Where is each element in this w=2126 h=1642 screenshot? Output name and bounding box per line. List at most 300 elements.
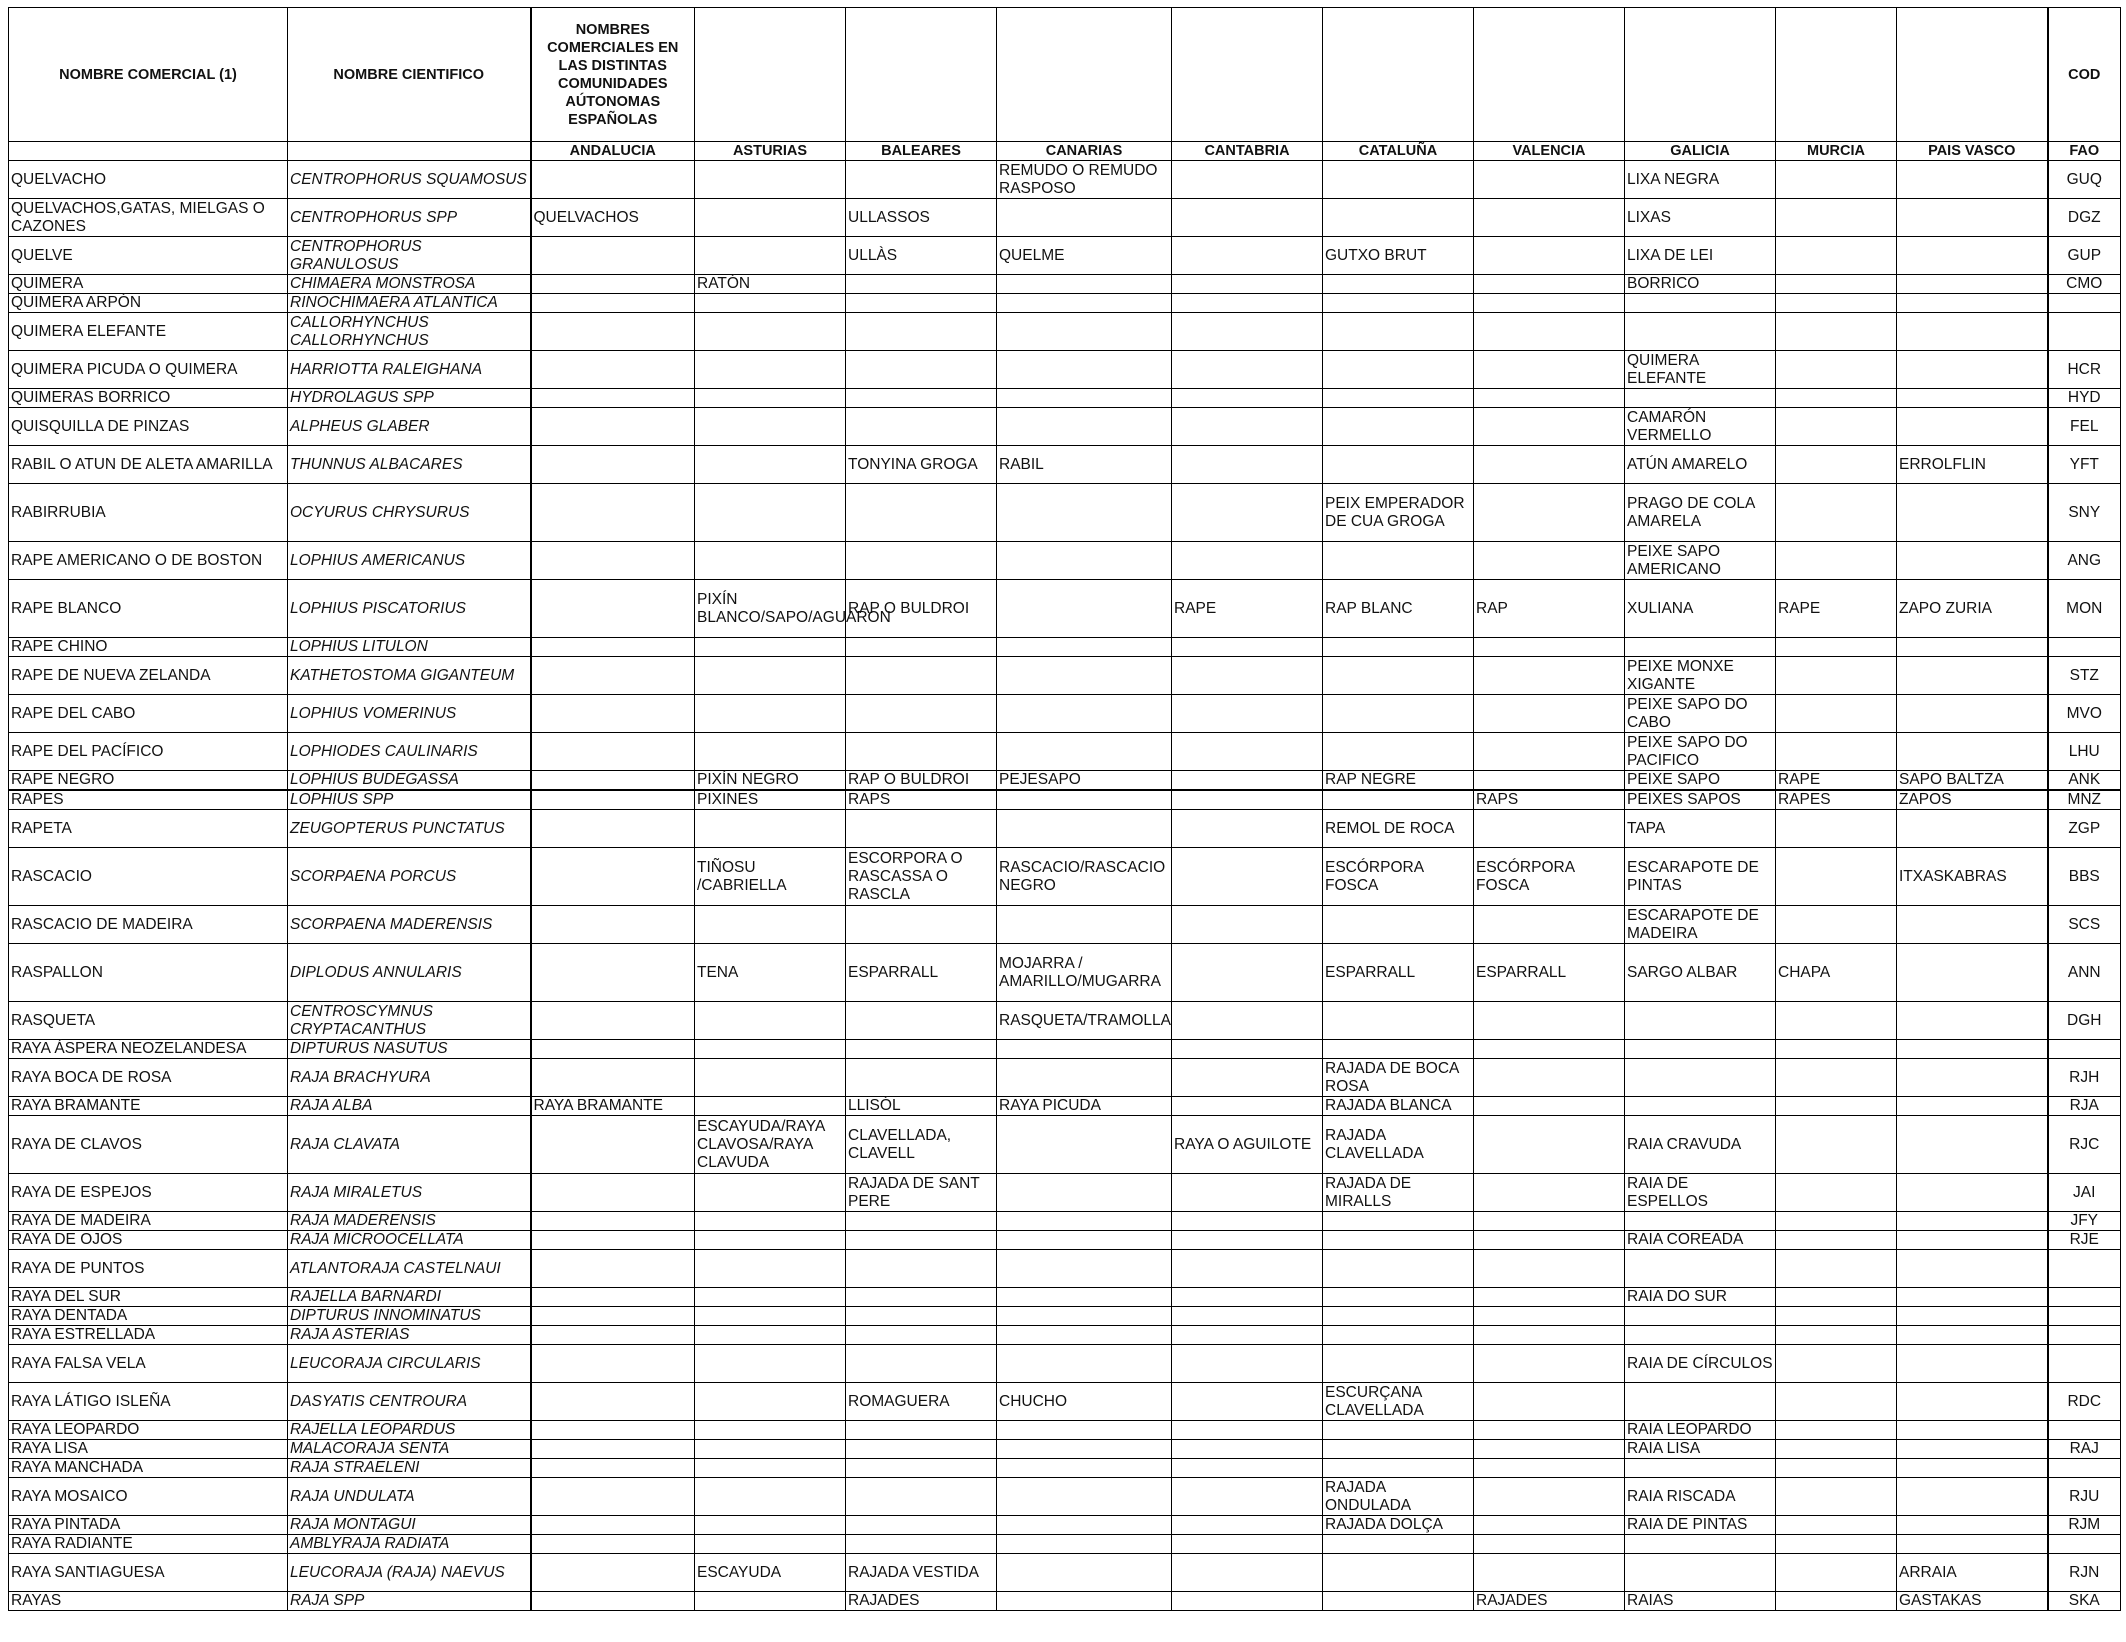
- table-row: [9, 1440, 2121, 1459]
- cell-murcia: [1776, 484, 1897, 542]
- header-region-cataluna: CATALUÑA: [1323, 142, 1474, 161]
- cell-cantabria: [1172, 810, 1323, 848]
- cell-cantabria: [1172, 1383, 1323, 1421]
- cell-andalucia: [531, 790, 695, 810]
- cell-galicia: CAMARÓN VERMELLO: [1625, 408, 1776, 446]
- cell-valencia: RAP: [1474, 580, 1625, 638]
- table-row: [9, 161, 2121, 199]
- cell-galicia: RAIA RISCADA: [1625, 1478, 1776, 1516]
- cell-cataluna: [1323, 1250, 1474, 1288]
- cell-nombre-cientifico: AMBLYRAJA RADIATA: [288, 1535, 531, 1554]
- cell-valencia: [1474, 771, 1625, 791]
- cell-nombre-cientifico: ALPHEUS GLABER: [288, 408, 531, 446]
- cell-cantabria: [1172, 1345, 1323, 1383]
- cell-galicia: PEIXE SAPO DO PACIFICO: [1625, 733, 1776, 771]
- header-row-main: [9, 8, 2121, 142]
- cell-baleares: ULLASSOS: [846, 199, 997, 237]
- cell-murcia: [1776, 1307, 1897, 1326]
- cell-cataluna: [1323, 408, 1474, 446]
- cell-valencia: [1474, 657, 1625, 695]
- cell-pais-vasco: [1897, 733, 2048, 771]
- cell-canarias: [997, 484, 1172, 542]
- cell-baleares: [846, 1326, 997, 1345]
- cell-andalucia: [531, 1307, 695, 1326]
- cell-nombre-cientifico: RAJA ALBA: [288, 1097, 531, 1116]
- cell-cantabria: [1172, 733, 1323, 771]
- cell-pais-vasco: SAPO BALTZA: [1897, 771, 2048, 791]
- cell-murcia: [1776, 906, 1897, 944]
- cell-canarias: [997, 1516, 1172, 1535]
- cell-pais-vasco: [1897, 638, 2048, 657]
- cell-valencia: [1474, 389, 1625, 408]
- cell-nombre-comercial: RAYA ÁSPERA NEOZELANDESA: [9, 1040, 288, 1059]
- cell-fao-code: RJN: [2048, 1554, 2121, 1592]
- table-row: [9, 1459, 2121, 1478]
- cell-valencia: [1474, 1116, 1625, 1174]
- cell-cataluna: RAJADA CLAVELLADA: [1323, 1116, 1474, 1174]
- cell-murcia: RAPES: [1776, 790, 1897, 810]
- cell-baleares: [846, 1250, 997, 1288]
- cell-fao-code: RJU: [2048, 1478, 2121, 1516]
- cell-andalucia: [531, 1345, 695, 1383]
- table-row: [9, 1059, 2121, 1097]
- cell-canarias: [997, 790, 1172, 810]
- cell-nombre-comercial: RAYA LEOPARDO: [9, 1421, 288, 1440]
- cell-nombre-comercial: RAPE DEL CABO: [9, 695, 288, 733]
- cell-canarias: [997, 275, 1172, 294]
- cell-baleares: [846, 657, 997, 695]
- table-row: [9, 1116, 2121, 1174]
- cell-fao-code: [2048, 638, 2121, 657]
- cell-fao-code: [2048, 1250, 2121, 1288]
- cell-andalucia: [531, 446, 695, 484]
- cell-nombre-comercial: RASPALLON: [9, 944, 288, 1002]
- cell-cantabria: [1172, 1288, 1323, 1307]
- cell-cataluna: [1323, 1307, 1474, 1326]
- table-row: [9, 1097, 2121, 1116]
- cell-andalucia: [531, 1516, 695, 1535]
- cell-fao-code: DGZ: [2048, 199, 2121, 237]
- cell-asturias: RATÓN: [695, 275, 846, 294]
- cell-galicia: PEIXE SAPO AMERICANO: [1625, 542, 1776, 580]
- cell-valencia: [1474, 1212, 1625, 1231]
- cell-fao-code: HYD: [2048, 389, 2121, 408]
- table-row: [9, 1288, 2121, 1307]
- cell-pais-vasco: [1897, 1288, 2048, 1307]
- cell-valencia: [1474, 1383, 1625, 1421]
- cell-canarias: [997, 389, 1172, 408]
- cell-murcia: CHAPA: [1776, 944, 1897, 1002]
- cell-nombre-cientifico: RAJA MONTAGUI: [288, 1516, 531, 1535]
- cell-canarias: PEJESAPO: [997, 771, 1172, 791]
- cell-cataluna: [1323, 275, 1474, 294]
- cell-andalucia: [531, 1383, 695, 1421]
- header-region-andalucia: ANDALUCIA: [531, 142, 695, 161]
- cell-baleares: CLAVELLADA, CLAVELL: [846, 1116, 997, 1174]
- cell-pais-vasco: [1897, 199, 2048, 237]
- cell-canarias: [997, 695, 1172, 733]
- cell-murcia: [1776, 1212, 1897, 1231]
- cell-valencia: [1474, 1231, 1625, 1250]
- cell-nombre-cientifico: CENTROPHORUS GRANULOSUS: [288, 237, 531, 275]
- cell-canarias: [997, 1478, 1172, 1516]
- cell-baleares: RAJADA DE SANT PERE: [846, 1174, 997, 1212]
- cell-asturias: [695, 313, 846, 351]
- cell-valencia: [1474, 1345, 1625, 1383]
- cell-nombre-comercial: RAYA LISA: [9, 1440, 288, 1459]
- cell-cantabria: [1172, 237, 1323, 275]
- cell-asturias: [695, 810, 846, 848]
- cell-asturias: [695, 1250, 846, 1288]
- cell-murcia: [1776, 408, 1897, 446]
- cell-pais-vasco: [1897, 542, 2048, 580]
- cell-murcia: [1776, 1516, 1897, 1535]
- cell-andalucia: [531, 1116, 695, 1174]
- cell-nombre-comercial: RAYA DE ESPEJOS: [9, 1174, 288, 1212]
- cell-cantabria: [1172, 1535, 1323, 1554]
- table-row: [9, 771, 2121, 791]
- cell-canarias: [997, 408, 1172, 446]
- cell-nombre-comercial: QUIMERA PICUDA O QUIMERA: [9, 351, 288, 389]
- table-row: [9, 294, 2121, 313]
- cell-cantabria: [1172, 1040, 1323, 1059]
- cell-asturias: [695, 1288, 846, 1307]
- cell-cataluna: REMOL DE ROCA: [1323, 810, 1474, 848]
- cell-andalucia: [531, 848, 695, 906]
- cell-nombre-comercial: QUIMERA: [9, 275, 288, 294]
- cell-nombre-cientifico: HYDROLAGUS SPP: [288, 389, 531, 408]
- cell-canarias: [997, 1345, 1172, 1383]
- cell-fao-code: [2048, 1307, 2121, 1326]
- cell-andalucia: [531, 810, 695, 848]
- cell-canarias: [997, 1421, 1172, 1440]
- cell-asturias: [695, 237, 846, 275]
- cell-cantabria: [1172, 771, 1323, 791]
- cell-murcia: [1776, 389, 1897, 408]
- cell-galicia: RAIA DE CÍRCULOS: [1625, 1345, 1776, 1383]
- cell-murcia: [1776, 657, 1897, 695]
- cell-pais-vasco: [1897, 657, 2048, 695]
- cell-valencia: [1474, 1421, 1625, 1440]
- cell-nombre-cientifico: DIPLODUS ANNULARIS: [288, 944, 531, 1002]
- cell-cantabria: [1172, 790, 1323, 810]
- cell-galicia: [1625, 1383, 1776, 1421]
- cell-asturias: [695, 733, 846, 771]
- cell-canarias: [997, 733, 1172, 771]
- cell-pais-vasco: [1897, 1440, 2048, 1459]
- cell-fao-code: FEL: [2048, 408, 2121, 446]
- cell-nombre-cientifico: RAJA ASTERIAS: [288, 1326, 531, 1345]
- cell-cataluna: ESCÓRPORA FOSCA: [1323, 848, 1474, 906]
- cell-asturias: [695, 638, 846, 657]
- cell-nombre-comercial: RAYA FALSA VELA: [9, 1345, 288, 1383]
- cell-nombre-cientifico: RAJA CLAVATA: [288, 1116, 531, 1174]
- cell-valencia: [1474, 810, 1625, 848]
- cell-cataluna: RAP NEGRE: [1323, 771, 1474, 791]
- cell-baleares: [846, 542, 997, 580]
- cell-murcia: [1776, 1002, 1897, 1040]
- cell-cantabria: [1172, 848, 1323, 906]
- cell-pais-vasco: [1897, 1174, 2048, 1212]
- cell-fao-code: [2048, 294, 2121, 313]
- cell-valencia: [1474, 1440, 1625, 1459]
- cell-galicia: [1625, 294, 1776, 313]
- cell-cataluna: [1323, 906, 1474, 944]
- cell-asturias: [695, 446, 846, 484]
- cell-canarias: [997, 1059, 1172, 1097]
- cell-cataluna: RAJADA ONDULADA: [1323, 1478, 1474, 1516]
- cell-asturias: [695, 1212, 846, 1231]
- cell-canarias: [997, 351, 1172, 389]
- cell-cataluna: RAJADA BLANCA: [1323, 1097, 1474, 1116]
- cell-canarias: [997, 580, 1172, 638]
- cell-nombre-cientifico: DIPTURUS NASUTUS: [288, 1040, 531, 1059]
- cell-nombre-cientifico: LOPHIUS BUDEGASSA: [288, 771, 531, 791]
- cell-andalucia: [531, 408, 695, 446]
- cell-nombre-cientifico: DIPTURUS INNOMINATUS: [288, 1307, 531, 1326]
- cell-cantabria: [1172, 161, 1323, 199]
- cell-baleares: [846, 161, 997, 199]
- cell-asturias: [695, 294, 846, 313]
- cell-cantabria: [1172, 638, 1323, 657]
- cell-valencia: [1474, 1516, 1625, 1535]
- cell-murcia: [1776, 294, 1897, 313]
- cell-valencia: [1474, 542, 1625, 580]
- cell-asturias: [695, 161, 846, 199]
- cell-baleares: [846, 695, 997, 733]
- table-row: [9, 1212, 2121, 1231]
- cell-fao-code: MVO: [2048, 695, 2121, 733]
- cell-nombre-cientifico: KATHETOSTOMA GIGANTEUM: [288, 657, 531, 695]
- cell-galicia: LIXA DE LEI: [1625, 237, 1776, 275]
- cell-nombre-comercial: RAYAS: [9, 1592, 288, 1611]
- cell-cataluna: [1323, 351, 1474, 389]
- cell-baleares: [846, 484, 997, 542]
- cell-asturias: [695, 657, 846, 695]
- table-row: [9, 408, 2121, 446]
- cell-pais-vasco: [1897, 1002, 2048, 1040]
- table-row: [9, 638, 2121, 657]
- cell-murcia: [1776, 237, 1897, 275]
- cell-murcia: [1776, 1592, 1897, 1611]
- cell-nombre-cientifico: LEUCORAJA CIRCULARIS: [288, 1345, 531, 1383]
- table-row: [9, 1478, 2121, 1516]
- cell-murcia: [1776, 542, 1897, 580]
- cell-fao-code: [2048, 1288, 2121, 1307]
- cell-murcia: [1776, 446, 1897, 484]
- cell-andalucia: [531, 1231, 695, 1250]
- cell-baleares: [846, 1516, 997, 1535]
- cell-baleares: [846, 638, 997, 657]
- cell-murcia: [1776, 275, 1897, 294]
- cell-andalucia: [531, 389, 695, 408]
- header-region-baleares: BALEARES: [846, 142, 997, 161]
- table-row: [9, 275, 2121, 294]
- cell-pais-vasco: [1897, 1326, 2048, 1345]
- cell-galicia: [1625, 1002, 1776, 1040]
- cell-nombre-comercial: RASCACIO DE MADEIRA: [9, 906, 288, 944]
- cell-nombre-cientifico: RAJA MIRALETUS: [288, 1174, 531, 1212]
- cell-asturias: [695, 1059, 846, 1097]
- table-row: [9, 1535, 2121, 1554]
- cell-fao-code: ANK: [2048, 771, 2121, 791]
- cell-nombre-cientifico: ATLANTORAJA CASTELNAUI: [288, 1250, 531, 1288]
- cell-canarias: MOJARRA / AMARILLO/MUGARRA: [997, 944, 1172, 1002]
- cell-canarias: [997, 1554, 1172, 1592]
- cell-cataluna: [1323, 1002, 1474, 1040]
- cell-valencia: RAJADES: [1474, 1592, 1625, 1611]
- cell-baleares: [846, 1345, 997, 1383]
- cell-valencia: [1474, 408, 1625, 446]
- cell-asturias: [695, 1174, 846, 1212]
- cell-andalucia: [531, 542, 695, 580]
- cell-andalucia: [531, 1478, 695, 1516]
- cell-pais-vasco: [1897, 1478, 2048, 1516]
- cell-galicia: [1625, 1307, 1776, 1326]
- cell-cataluna: [1323, 1459, 1474, 1478]
- table-row: [9, 1002, 2121, 1040]
- cell-andalucia: [531, 351, 695, 389]
- cell-valencia: [1474, 237, 1625, 275]
- cell-murcia: [1776, 1040, 1897, 1059]
- cell-cantabria: [1172, 1421, 1323, 1440]
- cell-pais-vasco: [1897, 1459, 2048, 1478]
- cell-cantabria: [1172, 351, 1323, 389]
- cell-canarias: CHUCHO: [997, 1383, 1172, 1421]
- cell-valencia: [1474, 1097, 1625, 1116]
- header-region-asturias: ASTURIAS: [695, 142, 846, 161]
- cell-cantabria: [1172, 1059, 1323, 1097]
- cell-nombre-cientifico: ZEUGOPTERUS PUNCTATUS: [288, 810, 531, 848]
- cell-cataluna: [1323, 1592, 1474, 1611]
- cell-canarias: [997, 1307, 1172, 1326]
- cell-nombre-cientifico: SCORPAENA PORCUS: [288, 848, 531, 906]
- cell-nombre-cientifico: RAJA BRACHYURA: [288, 1059, 531, 1097]
- cell-andalucia: [531, 237, 695, 275]
- cell-pais-vasco: [1897, 1250, 2048, 1288]
- cell-cataluna: RAJADA DOLÇA: [1323, 1516, 1474, 1535]
- cell-andalucia: [531, 771, 695, 791]
- cell-pais-vasco: [1897, 1212, 2048, 1231]
- cell-fao-code: SNY: [2048, 484, 2121, 542]
- table-row: [9, 237, 2121, 275]
- cell-baleares: [846, 1459, 997, 1478]
- cell-asturias: [695, 408, 846, 446]
- cell-baleares: [846, 1059, 997, 1097]
- cell-asturias: PIXINES: [695, 790, 846, 810]
- cell-pais-vasco: ARRAIA: [1897, 1554, 2048, 1592]
- table-row: [9, 1326, 2121, 1345]
- cell-cataluna: [1323, 1554, 1474, 1592]
- cell-canarias: [997, 1116, 1172, 1174]
- cell-cantabria: [1172, 1516, 1323, 1535]
- table-row: [9, 542, 2121, 580]
- cell-nombre-comercial: QUELVACHOS,GATAS, MIELGAS O CAZONES: [9, 199, 288, 237]
- cell-nombre-comercial: RAPE AMERICANO O DE BOSTON: [9, 542, 288, 580]
- cell-andalucia: [531, 1592, 695, 1611]
- cell-nombre-comercial: RAPE CHINO: [9, 638, 288, 657]
- cell-valencia: [1474, 638, 1625, 657]
- cell-baleares: [846, 294, 997, 313]
- cell-cantabria: [1172, 1231, 1323, 1250]
- cell-valencia: ESPARRALL: [1474, 944, 1625, 1002]
- cell-andalucia: [531, 906, 695, 944]
- cell-pais-vasco: [1897, 389, 2048, 408]
- cell-murcia: [1776, 810, 1897, 848]
- cell-asturias: [695, 1459, 846, 1478]
- cell-valencia: [1474, 275, 1625, 294]
- cell-nombre-comercial: RAPE DEL PACÍFICO: [9, 733, 288, 771]
- cell-baleares: [846, 1440, 997, 1459]
- table-row: [9, 906, 2121, 944]
- cell-cantabria: [1172, 1002, 1323, 1040]
- header-row-regions: [9, 142, 2121, 161]
- cell-asturias: ESCAYUDA/RAYA CLAVOSA/RAYA CLAVUDA: [695, 1116, 846, 1174]
- cell-andalucia: [531, 1554, 695, 1592]
- cell-nombre-comercial: RAYA RADIANTE: [9, 1535, 288, 1554]
- table-row: [9, 1516, 2121, 1535]
- cell-cantabria: [1172, 275, 1323, 294]
- cell-murcia: [1776, 1059, 1897, 1097]
- cell-asturias: [695, 1097, 846, 1116]
- cell-fao-code: [2048, 1535, 2121, 1554]
- cell-nombre-cientifico: LOPHIUS SPP: [288, 790, 531, 810]
- cell-galicia: LIXA NEGRA: [1625, 161, 1776, 199]
- species-names-table: [8, 7, 2121, 1611]
- cell-nombre-cientifico: LOPHIUS LITULON: [288, 638, 531, 657]
- cell-valencia: [1474, 695, 1625, 733]
- cell-valencia: [1474, 313, 1625, 351]
- cell-nombre-comercial: QUIMERA ELEFANTE: [9, 313, 288, 351]
- cell-canarias: [997, 1231, 1172, 1250]
- cell-galicia: [1625, 1459, 1776, 1478]
- cell-asturias: [695, 695, 846, 733]
- cell-pais-vasco: [1897, 1421, 2048, 1440]
- cell-galicia: RAIA DE PINTAS: [1625, 1516, 1776, 1535]
- table-row: [9, 1345, 2121, 1383]
- cell-andalucia: QUELVACHOS: [531, 199, 695, 237]
- cell-asturias: TENA: [695, 944, 846, 1002]
- cell-galicia: PEIXE SAPO DO CABO: [1625, 695, 1776, 733]
- cell-murcia: [1776, 733, 1897, 771]
- cell-nombre-cientifico: RAJA STRAELENI: [288, 1459, 531, 1478]
- cell-asturias: [695, 1421, 846, 1440]
- table-row: [9, 389, 2121, 408]
- cell-galicia: RAIAS: [1625, 1592, 1776, 1611]
- cell-nombre-cientifico: THUNNUS ALBACARES: [288, 446, 531, 484]
- cell-galicia: [1625, 1212, 1776, 1231]
- cell-pais-vasco: [1897, 1116, 2048, 1174]
- cell-fao-code: [2048, 313, 2121, 351]
- cell-fao-code: BBS: [2048, 848, 2121, 906]
- cell-asturias: [695, 1535, 846, 1554]
- cell-pais-vasco: ZAPO ZURIA: [1897, 580, 2048, 638]
- cell-pais-vasco: [1897, 237, 2048, 275]
- header-region-galicia: GALICIA: [1625, 142, 1776, 161]
- cell-canarias: [997, 1250, 1172, 1288]
- cell-galicia: RAIA DE ESPELLOS: [1625, 1174, 1776, 1212]
- cell-andalucia: [531, 1535, 695, 1554]
- cell-nombre-cientifico: RAJA UNDULATA: [288, 1478, 531, 1516]
- cell-cantabria: RAYA O AGUILOTE: [1172, 1116, 1323, 1174]
- cell-valencia: [1474, 906, 1625, 944]
- table-row: [9, 848, 2121, 906]
- cell-canarias: [997, 1535, 1172, 1554]
- cell-fao-code: JAI: [2048, 1174, 2121, 1212]
- cell-nombre-cientifico: RINOCHIMAERA ATLANTICA: [288, 294, 531, 313]
- cell-fao-code: MON: [2048, 580, 2121, 638]
- cell-baleares: ULLÀS: [846, 237, 997, 275]
